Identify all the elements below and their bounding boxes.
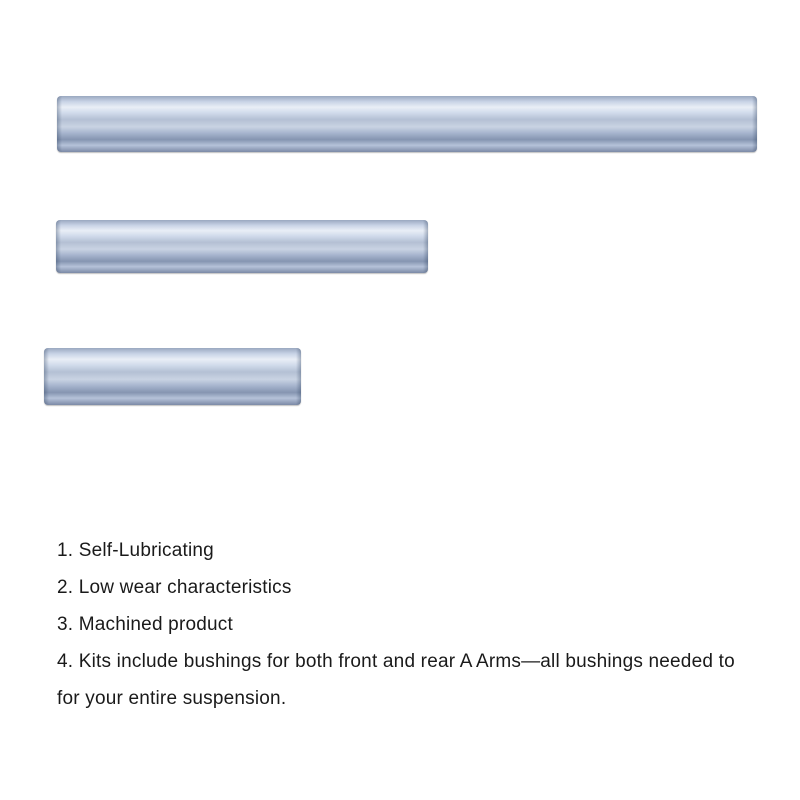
feature-item: 1. Self-Lubricating	[57, 540, 214, 561]
feature-item: 4. Kits include bushings for both front and rear A Arms—all bushings needed to for your entire suspension.	[57, 651, 735, 709]
medium-bushing-rod	[56, 220, 428, 273]
feature-item: 3. Machined product	[57, 614, 233, 635]
feature-item: 2. Low wear characteristics	[57, 577, 292, 598]
short-bushing-rod	[44, 348, 301, 405]
feature-list	[57, 532, 757, 717]
long-bushing-rod	[57, 96, 757, 152]
